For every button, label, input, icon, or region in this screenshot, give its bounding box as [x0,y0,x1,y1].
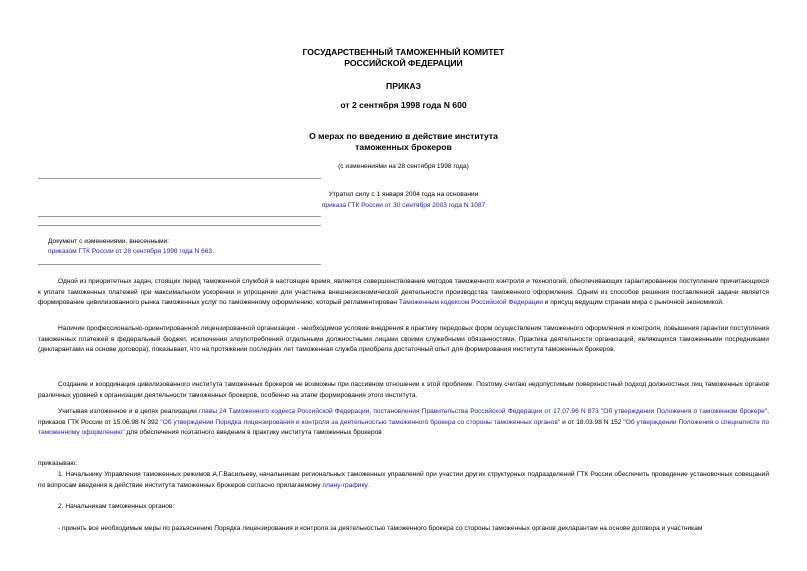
doc-type: ПРИКАЗ [386,81,421,91]
paragraph-1-text: Одной из приоритетных задач, стоящих перед таможенной службой в настоящее время, является совершенствование методов таможенного контроля и технологий, обеспечивающих гарантированное поступление причитающихся к уплате таможенных платежей при максимальном ускорении и упрощении для участника внешнеэкономической деятельности производства таможенного оформления. Одним из способов решения поставленной задачи является формирование цивилизованного рынка таможенных услуг по таможенному оформлению, который регламентирован [38,278,769,306]
paragraph-5-tail: . [367,481,369,489]
paragraph-1-tail: и присущ ведущим странам мира с рыночной экономикой. [542,299,724,306]
divider [38,216,321,217]
doc-date-number: от 2 сентября 1998 года N 600 [340,100,467,110]
changes-link-line [48,247,214,257]
paragraph-7: - принять все необходимые меры по разъяснению Порядка лицензирования и контроля за деятельностью таможенного брокера со стороны таможенных органов декларантам на основе договора и участникам [58,525,703,532]
paragraph-5-text: 1. Начальнику Управления таможенных режимов А.Г.Васильеву, начальникам региональных таможенных управлений при участии других структурных подразделений ГТК России обеспечить проведение установочных совещаний по вопросам введения в действие института таможенных брокеров согласно прилагаемому [38,471,769,489]
committee-title-line2: РОССИЙСКОЙ ФЕДЕРАЦИИ [344,58,463,68]
changes-text: Документ с изменениями, внесенными: [48,238,170,245]
divider [38,225,321,226]
expired-order-link[interactable]: приказа ГТК России от 30 сентября 2003 года N 1087 [321,202,486,209]
divider [38,178,321,179]
paragraph-3: Создание и координация цивилизованного института таможенных брокеров не возможны при пассивном отношении к этой проблеме. Поэтому считаю недопустимым поверхностный подход должностных лиц таможенных органов различных уровней к организации деятельности таможенных брокеров, особенно на этапе формирования этого института. [38,381,769,399]
paragraph-4 [38,407,769,439]
paragraph-4-tail: для обеспечения поэтапного введения в практику института таможенных брокеров [124,429,382,436]
customs-code-link[interactable]: Таможенным кодексом Российской Федерации [398,299,543,306]
chapter-24-link[interactable]: главы 24 Таможенного кодекса Российской Федерации [198,408,370,415]
paragraph-4-orders: , приказов ГТК России от 15.06.98 N 392 [38,408,770,426]
schedule-link[interactable]: плану-графику [322,481,368,489]
divider [38,264,321,265]
paragraph-5 [38,470,769,491]
government-resolution-link[interactable]: постановления Правительства Российской Федерации от 17.07.96 N 873 "Об утверждении Положения о таможенном брокере" [373,408,768,415]
committee-title-line1: ГОСУДАРСТВЕННЫЙ ТАМОЖЕННЫЙ КОМИТЕТ [302,47,505,57]
amend-note: (с изменениями на 28 сентября 1998 года) [338,163,469,170]
doc-title-line1: О мерах по введению в действие института [309,131,498,141]
paragraph-4-text: Учитывая изложенное и в целях реализации [58,408,199,415]
changes-note [48,237,214,256]
paragraph-2: Наличие профессионально-ориентированной лицензированной организации - необходимое условие внедрения в практику передовых форм осуществления таможенного оформления и контроля, повышения гарантии поступления таможенных платежей в федеральный бюджет, исключения злоупотреблений отдельными должностными лицами своими служебными обязанностями. Практика деятельности организаций, являющихся таможенными посредниками (декларантами на основе договора), показывает, что на протяжении последних лет таможенная служба приобрела достаточный опыт для формирования института таможенных брокеров. [38,325,769,353]
order-392-link[interactable]: "Об утверждении Порядка лицензирования и контроля за деятельностью таможенного брокера со стороны таможенных органов" [160,418,561,426]
changes-tail: . [212,247,214,255]
order-152-link[interactable]: "Об утверждении Положения о специалисте по таможенному оформлению" [38,418,770,436]
doc-title-line2: таможенных брокеров [355,142,452,152]
changes-order-link[interactable]: приказом ГТК России от 28 сентября 1998 года N 663 [48,247,213,255]
paragraph-4-sep: , [369,408,374,415]
paragraph-1 [38,277,769,309]
expired-note: Утратил силу с 1 января 2004 года на основании [328,191,479,198]
paragraph-6: 2. Начальникам таможенных органов: [58,503,175,510]
paragraph-4-and: и от 18.03.98 N 152 [560,418,624,426]
order-word: приказываю: [38,460,78,467]
